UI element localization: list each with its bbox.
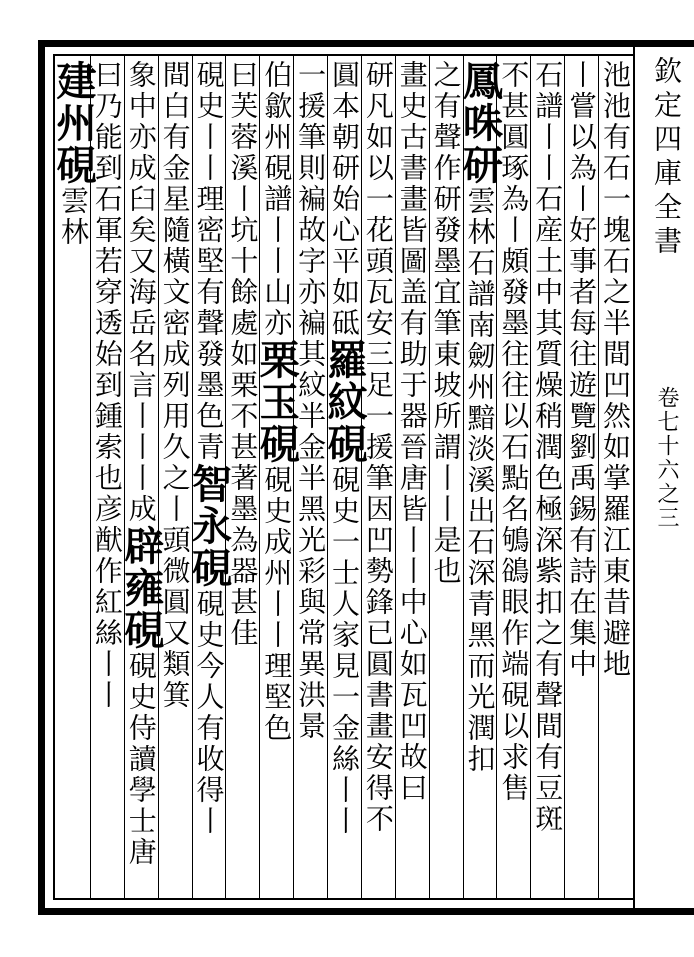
inner-border-top (53, 54, 633, 56)
column-text: 彦猷作紅絲丨丨 (90, 494, 124, 711)
column-text: 圓本朝研始心平如砥 (328, 60, 361, 339)
book-title: 欽定四庫全書 (650, 56, 683, 260)
column-text: 之有聲作研發墨宜筆東坡所謂丨丨是也 (429, 60, 463, 587)
column-text: 如栗不甚著墨為器甚佳 (226, 339, 260, 649)
column-text: 硯史一士人家見一金絲丨丨 (328, 465, 361, 837)
column-text: 曰乃能到石軍若穿透始到鍾索也 (90, 60, 124, 494)
column-text: 池池有石一塊石之半間凹然如掌羅江東昔避地 (599, 60, 633, 680)
inner-border-bottom (53, 898, 633, 900)
entry-heading: 羅紋硯 (321, 339, 368, 465)
entry-heading: 建州硯 (49, 60, 97, 186)
frame-border-bottom (38, 908, 694, 915)
frame-border-top (38, 40, 694, 47)
column-text: 丨頭微圓又類箕 (158, 494, 192, 711)
column-text: 不甚圓琢為丨頗發墨往往以石點名鴝鵒眼作端硯以求售 (497, 60, 531, 804)
column-text: 其紋半金半黑光彩與常異洪景 (294, 339, 328, 742)
column-text: 雲林石譜南劒州黯淡溪出石深青黑而光潤扣 (463, 186, 497, 775)
column-text: 石譜丨丨石産土中其質燥稍潤色極深紫扣之有聲間有豆斑 (531, 60, 565, 835)
column-text: 丨嘗以為丨好事者每往遊覽劉禹錫有詩在集中 (565, 60, 599, 680)
column-text: 伯歙州硯譜丨丨山亦 (260, 60, 294, 339)
column-text: 一援筆則褊故字亦褊 (294, 60, 328, 339)
entry-heading: 鳳咮研 (456, 60, 504, 186)
margin-caption (638, 56, 694, 908)
column-text: 雲林 (56, 186, 90, 248)
column-text: 象中亦成臼矣又海岳名言丨丨丨成 (124, 60, 158, 525)
column-text: 硯史丨丨理密堅有聲發墨色青 (192, 60, 226, 463)
text-column (49, 60, 97, 898)
volume-label: 卷七十六之三 (654, 386, 679, 530)
column-text: 硯史成州丨丨理堅色 (260, 465, 294, 744)
column-text: 硯史侍讀學士唐 (124, 651, 158, 868)
entry-heading: 智永硯 (185, 463, 233, 589)
entry-heading: 辟雍硯 (117, 525, 165, 651)
column-text: 研凡如以一花頭瓦安三足一援筆因凹勢鋒已圓書畫安得不 (361, 60, 395, 835)
column-text: 畫史古書畫皆圖盖有助于器晉唐皆丨丨中心如瓦凹故曰 (395, 60, 429, 804)
column-text: 間白有金星隨橫文密成列用久之 (158, 60, 192, 494)
frame-border-left (38, 40, 45, 915)
column-text: 曰芙蓉溪丨坑十餘處 (226, 60, 260, 339)
column-text: 硯史今人有收得丨 (192, 589, 226, 837)
entry-heading: 栗玉硯 (253, 339, 301, 465)
